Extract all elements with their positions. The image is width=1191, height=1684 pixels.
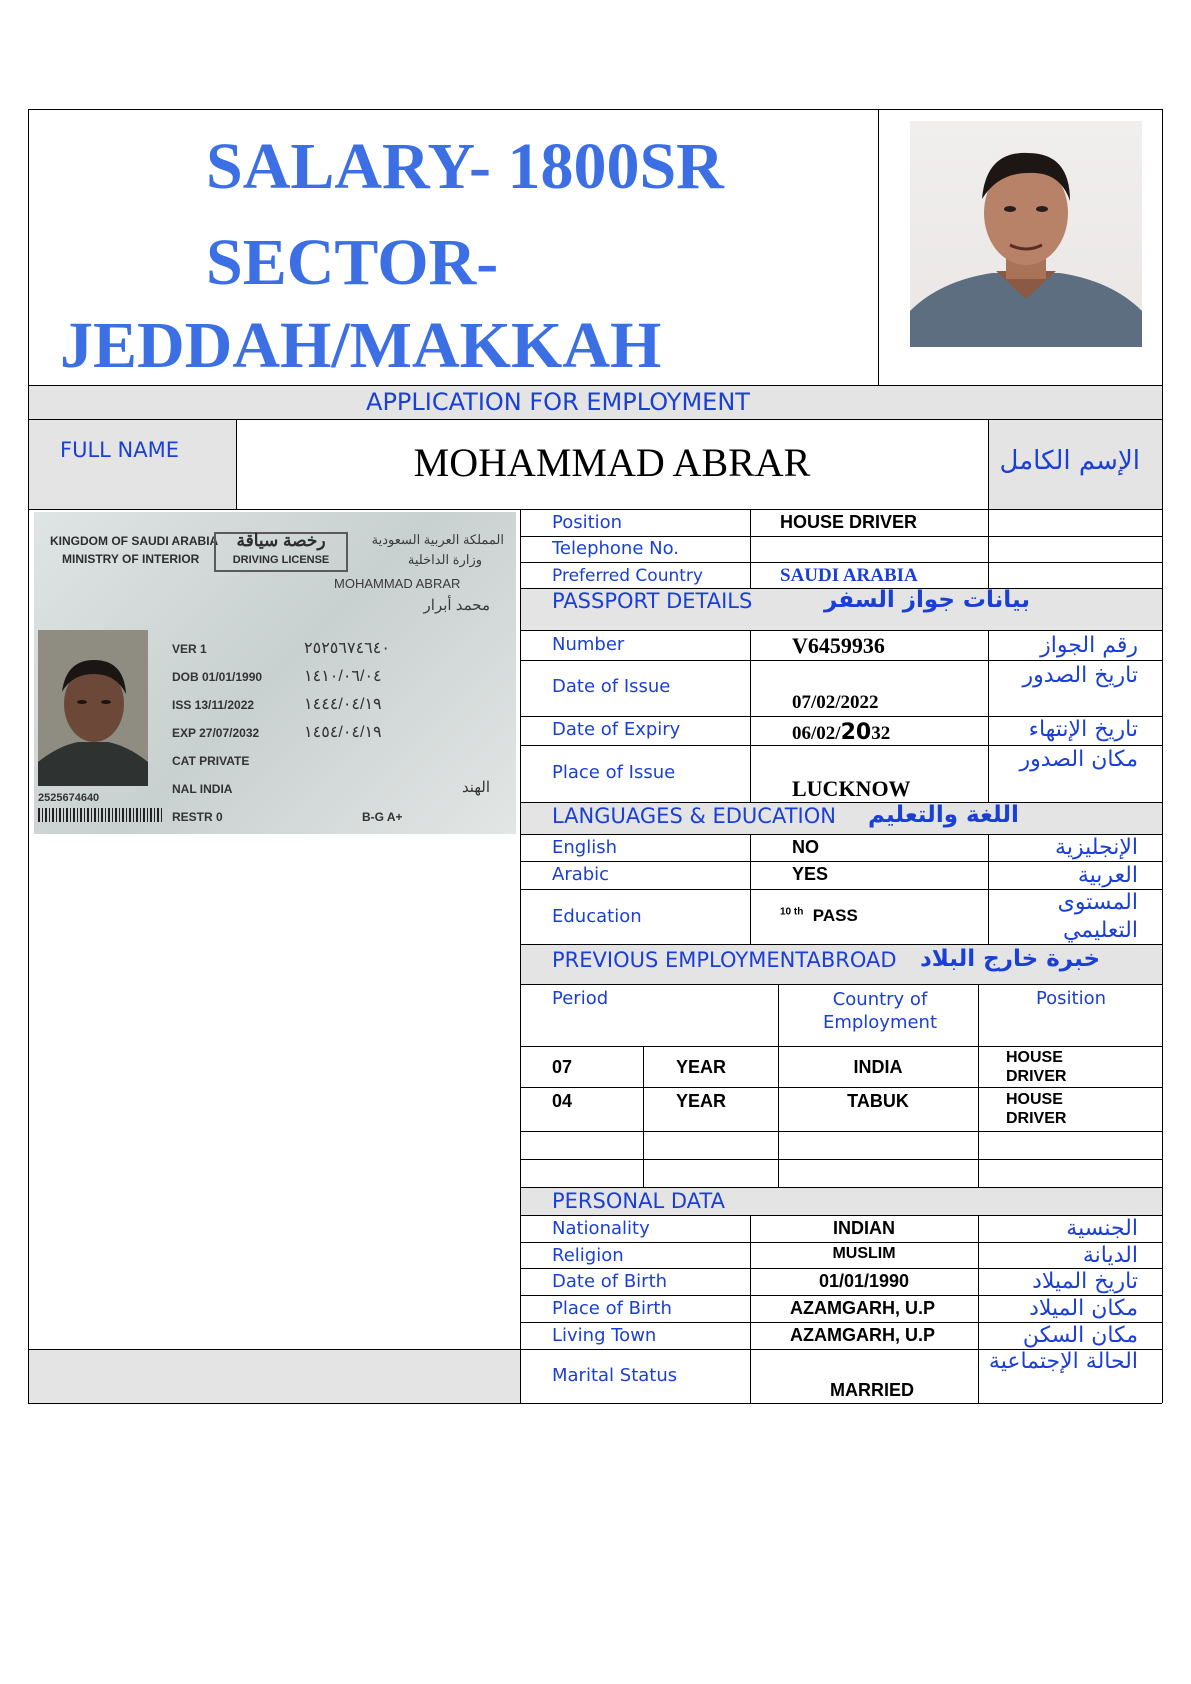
- license-blood: B-G A+: [362, 810, 403, 824]
- applicant-photo: [910, 121, 1142, 347]
- religion-value: MUSLIM: [832, 1245, 896, 1262]
- emp-row2-unit: YEAR: [676, 1091, 727, 1111]
- emp-row1-num: 07: [552, 1057, 573, 1077]
- expiry-date-ar: تاريخ الإنتهاء: [1028, 717, 1138, 742]
- marital-label: Marital Status: [552, 1365, 678, 1386]
- fullname-label: FULL NAME: [60, 438, 179, 462]
- pob-label: Place of Birth: [552, 1298, 672, 1319]
- bottom-left-band: [28, 1349, 520, 1403]
- emp-row2-position: HOUSE DRIVER: [1006, 1091, 1067, 1127]
- education-sup: 10 th: [780, 906, 804, 918]
- religion-ar: الديانة: [1082, 1243, 1138, 1268]
- languages-heading-ar: اللغة والتعليم: [868, 802, 1019, 828]
- license-exp-ar: ١٤٥٤/٠٤/١٩: [304, 724, 382, 741]
- arabic-value: YES: [792, 864, 829, 884]
- license-country-ar: المملكة العربية السعودية: [371, 532, 504, 547]
- town-ar: مكان السكن: [1022, 1323, 1138, 1348]
- pob-ar: مكان الميلاد: [1029, 1296, 1138, 1321]
- place-of-issue-label: Place of Issue: [552, 762, 676, 783]
- license-ministry: MINISTRY OF INTERIOR: [62, 552, 200, 566]
- license-barcode: [38, 808, 162, 822]
- arabic-label: Arabic: [552, 864, 610, 885]
- education-ar: المستوى التعليمي: [1057, 890, 1138, 943]
- city-heading: JEDDAH/MAKKAH: [60, 309, 662, 382]
- place-of-issue-value: LUCKNOW: [792, 776, 911, 801]
- license-dob-ar: ١٤١٠/٠٦/٠٤: [304, 668, 382, 685]
- fullname-value: MOHAMMAD ABRAR: [413, 440, 811, 485]
- town-value: AZAMGARH, U.P: [790, 1325, 935, 1345]
- emp-row2-country: TABUK: [847, 1091, 909, 1111]
- expiry-date-part-c: 32: [871, 723, 891, 744]
- license-ver: VER 1: [172, 642, 207, 656]
- nationality-label: Nationality: [552, 1218, 650, 1239]
- fullname-ar: الإسم الكامل: [999, 446, 1140, 476]
- issue-date-ar: تاريخ الصدور: [1022, 663, 1138, 688]
- expiry-date-value: [792, 720, 890, 745]
- position-label: Position: [552, 512, 623, 533]
- pob-value: AZAMGARH, U.P: [790, 1298, 935, 1318]
- emp-row1-unit: YEAR: [676, 1057, 727, 1077]
- sector-heading: SECTOR-: [206, 226, 499, 299]
- telephone-label: Telephone No.: [552, 538, 680, 559]
- nationality-ar: الجنسية: [1066, 1216, 1138, 1241]
- passport-heading-ar: بيانات جواز السفر: [824, 587, 1030, 613]
- nationality-value: INDIAN: [833, 1218, 895, 1238]
- license-person-icon: [38, 630, 148, 786]
- passport-heading: PASSPORT DETAILS: [552, 589, 753, 613]
- position-value: HOUSE DRIVER: [780, 512, 918, 532]
- education-label: Education: [552, 906, 642, 927]
- dob-value: 01/01/1990: [818, 1271, 910, 1291]
- employment-heading-ar: خبرة خارج البلاد: [920, 946, 1101, 972]
- driving-license-image: [34, 512, 516, 834]
- license-nal-ar: الهند: [461, 779, 490, 796]
- license-id-number: 2525674640: [38, 792, 100, 804]
- license-restr: RESTR 0: [172, 810, 223, 824]
- license-iss: ISS 13/11/2022: [172, 698, 255, 712]
- preferred-country-value: SAUDI ARABIA: [780, 565, 918, 586]
- emp-row1-country: INDIA: [853, 1057, 903, 1077]
- license-title-ar: رخصة سياقة: [236, 531, 326, 550]
- english-label: English: [552, 837, 617, 858]
- passport-number-ar: رقم الجواز: [1040, 633, 1138, 658]
- arabic-ar: العربية: [1077, 863, 1138, 888]
- marital-value: MARRIED: [830, 1380, 914, 1400]
- expiry-date-part-b: 20: [840, 720, 872, 745]
- person-photo-icon: [910, 121, 1142, 347]
- license-exp: EXP 27/07/2032: [172, 726, 260, 740]
- passport-number-value: V6459936: [792, 633, 885, 658]
- english-value: NO: [792, 837, 819, 857]
- col-position: Position: [1035, 988, 1107, 1009]
- license-kingdom: KINGDOM OF SAUDI ARABIA: [50, 534, 219, 548]
- expiry-date-part-a: 06/02/: [792, 723, 841, 744]
- license-ministry-ar: وزارة الداخلية: [407, 552, 482, 567]
- application-title: APPLICATION FOR EMPLOYMENT: [366, 388, 750, 416]
- license-cat: CAT PRIVATE: [172, 754, 250, 768]
- license-dob: DOB 01/01/1990: [172, 670, 263, 684]
- issue-date-label: Date of Issue: [552, 676, 671, 697]
- dob-label: Date of Birth: [552, 1271, 668, 1292]
- license-iss-ar: ١٤٤٤/٠٤/١٩: [304, 696, 382, 713]
- salary-heading: SALARY- 1800SR: [206, 130, 724, 203]
- languages-heading: LANGUAGES & EDUCATION: [552, 804, 836, 828]
- fullname-label-bg: [28, 419, 236, 509]
- town-label: Living Town: [552, 1325, 657, 1346]
- license-name-en: MOHAMMAD ABRAR: [334, 576, 461, 591]
- emp-row2-num: 04: [552, 1091, 573, 1111]
- license-nal: NAL INDIA: [172, 782, 233, 796]
- emp-row1-position: HOUSE DRIVER: [1006, 1049, 1067, 1085]
- personal-heading: PERSONAL DATA: [552, 1189, 725, 1213]
- education-value: [780, 906, 858, 926]
- marital-ar: الحالة الإجتماعية: [988, 1349, 1138, 1374]
- education-pass: PASS: [812, 906, 858, 925]
- english-ar: الإنجليزية: [1055, 835, 1138, 860]
- passport-number-label: Number: [552, 634, 625, 655]
- expiry-date-label: Date of Expiry: [552, 719, 681, 740]
- employment-heading: PREVIOUS EMPLOYMENTABROAD: [552, 948, 897, 972]
- issue-date-value: 07/02/2022: [792, 692, 879, 713]
- license-name-ar: محمد أبرار: [423, 597, 490, 614]
- preferred-country-label: Preferred Country: [552, 566, 703, 586]
- col-period: Period: [552, 988, 609, 1009]
- dob-ar: تاريخ الميلاد: [1032, 1269, 1138, 1294]
- place-of-issue-ar: مكان الصدور: [1019, 747, 1138, 772]
- license-title-en: DRIVING LICENSE: [232, 554, 330, 566]
- col-country: Country of Employment: [822, 989, 938, 1033]
- license-holder-photo: [38, 630, 148, 786]
- religion-label: Religion: [552, 1245, 624, 1266]
- license-number-ar: ٢٥٢٥٦٧٤٦٤٠: [304, 640, 390, 657]
